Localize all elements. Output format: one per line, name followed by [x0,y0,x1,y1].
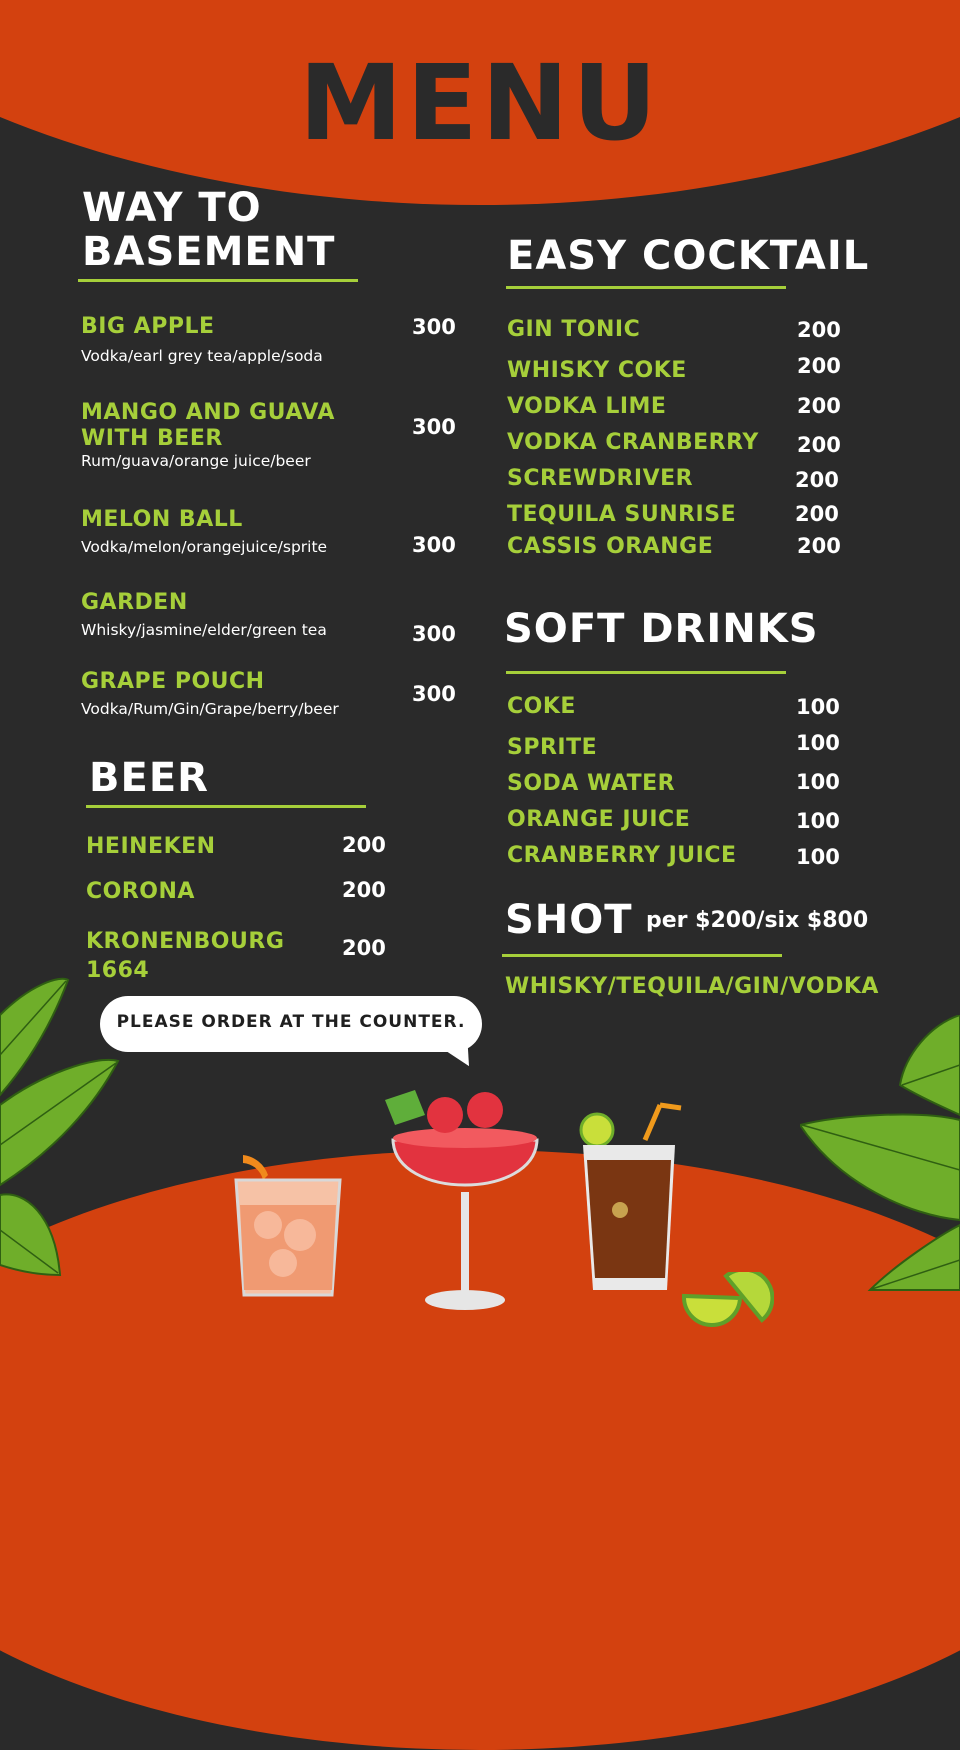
beer-heading: BEER [89,755,209,801]
soft-drink-price: 100 [796,845,840,869]
beer-item-name: KRONENBOURG [86,929,285,954]
basement-item-desc: Vodka/earl grey tea/apple/soda [81,347,323,365]
palm-leaf-right-icon [800,1015,960,1295]
beer-item-price: 200 [342,936,386,960]
soft-drink-price: 100 [796,770,840,794]
basement-rule [78,279,358,282]
shot-heading: SHOT [505,897,633,943]
cocktail-item-price: 200 [795,468,839,492]
cocktail-item-name: SCREWDRIVER [507,466,694,491]
soft-drink-price: 100 [796,809,840,833]
peach-cocktail-icon [228,1135,348,1305]
basement-item-price: 300 [412,682,456,706]
soft-drink-name: SODA WATER [507,771,676,796]
basement-item-price: 300 [412,622,456,646]
basement-item-price: 300 [412,533,456,557]
cocktail-heading: EASY COCKTAIL [507,233,870,279]
basement-item-price: 300 [412,415,456,439]
basement-item-name: GRAPE POUCH [81,669,265,694]
basement-item-desc: Vodka/Rum/Gin/Grape/berry/beer [81,700,339,718]
cocktail-item-price: 200 [797,433,841,457]
basement-item-name: MANGO AND GUAVA [81,400,335,425]
cocktail-rule [506,286,786,289]
speech-bubble-text: PLEASE ORDER AT THE COUNTER. [116,1012,466,1032]
shot-options: WHISKY/TEQUILA/GIN/VODKA [505,974,879,999]
basement-heading-line1: WAY TO [82,185,262,231]
strawberry-margarita-icon [385,1080,545,1330]
basement-heading-line2: BASEMENT [82,229,336,275]
basement-item-desc: Rum/guava/orange juice/beer [81,452,311,470]
cocktail-item-name: GIN TONIC [507,317,641,342]
basement-heading [82,186,335,274]
basement-item-price: 300 [412,315,456,339]
palm-leaf-left-icon [0,975,130,1305]
soft-drinks-rule [506,671,786,674]
basement-item-name: WITH BEER [81,426,223,451]
cocktail-item-name: WHISKY COKE [507,358,687,383]
cocktail-item-price: 200 [795,502,839,526]
beer-item-name: 1664 [86,958,150,983]
cola-with-lime-icon [575,1100,685,1300]
cocktail-item-name: TEQUILA SUNRISE [507,502,737,527]
soft-drink-name: SPRITE [507,735,598,760]
cocktail-item-name: VODKA CRANBERRY [507,430,759,455]
menu-title: MENU [298,42,662,164]
beer-item-price: 200 [342,878,386,902]
soft-drink-price: 100 [796,695,840,719]
cocktail-item-price: 200 [797,318,841,342]
cocktail-item-name: VODKA LIME [507,394,667,419]
cocktail-item-name: CASSIS ORANGE [507,534,714,559]
shot-pricing: per $200/six $800 [646,908,869,933]
beer-item-name: CORONA [86,879,195,904]
basement-item-desc: Vodka/melon/orangejuice/sprite [81,538,328,556]
basement-item-name: GARDEN [81,590,188,615]
basement-item-name: BIG APPLE [81,314,215,339]
beer-rule [86,805,366,808]
shot-rule [502,954,782,957]
cocktail-item-price: 200 [797,534,841,558]
soft-drinks-heading: SOFT DRINKS [504,606,819,652]
basement-item-name: MELON BALL [81,507,243,532]
soft-drink-name: COKE [507,694,576,719]
beer-item-name: HEINEKEN [86,834,216,859]
soft-drink-name: CRANBERRY JUICE [507,843,737,868]
lime-slices-icon [678,1272,774,1342]
soft-drink-price: 100 [796,731,840,755]
cocktail-item-price: 200 [797,354,841,378]
soft-drink-name: ORANGE JUICE [507,807,691,832]
basement-item-desc: Whisky/jasmine/elder/green tea [81,621,327,639]
beer-item-price: 200 [342,833,386,857]
cocktail-item-price: 200 [797,394,841,418]
